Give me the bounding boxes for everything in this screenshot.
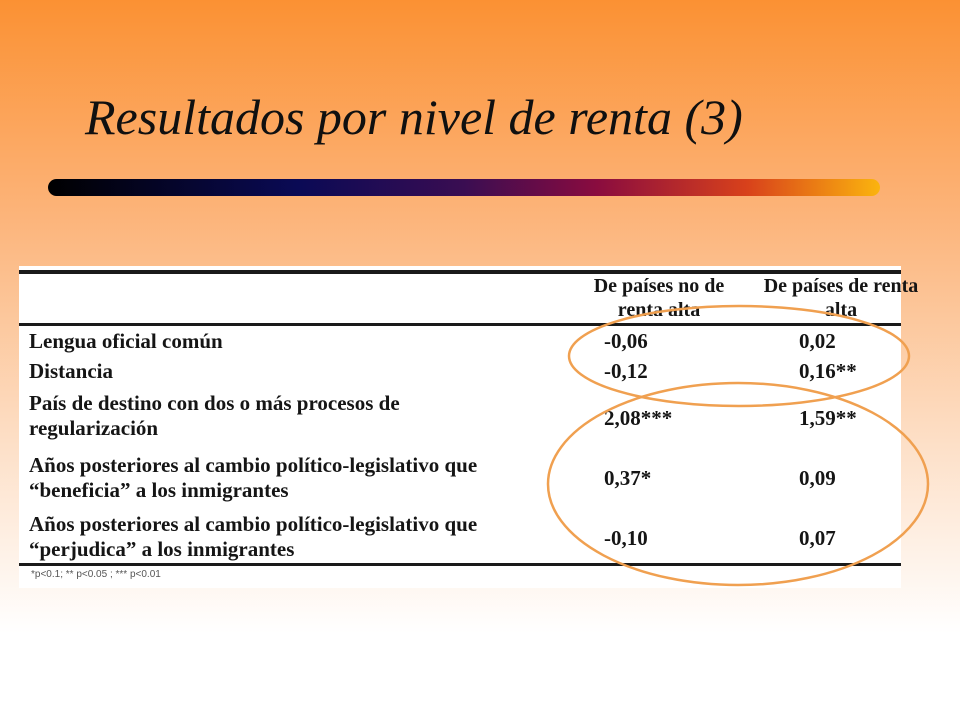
row-label: Años posteriores al cambio político-legislativo que “perjudica” a los inmigrantes — [29, 512, 478, 561]
row-value-col2: 0,16** — [799, 359, 857, 383]
highlight-ellipse-top — [569, 306, 909, 406]
header-col-non-high-income: De países no de renta alta — [593, 275, 725, 321]
header-col-high-income: De países de renta alta — [763, 275, 919, 321]
slide-title: Resultados por nivel de renta (3) — [85, 89, 743, 145]
highlight-ellipse-bottom — [548, 383, 928, 585]
row-value-col1: -0,06 — [604, 329, 648, 353]
row-value-col1: 0,37* — [604, 466, 652, 490]
row-label: País de destino con dos o más procesos de regularización — [29, 391, 400, 440]
row-value-col1: 2,08*** — [604, 406, 673, 430]
row-value-col1: -0,12 — [604, 359, 648, 383]
row-value-col2: 1,59** — [799, 406, 857, 430]
row-value-col2: 0,09 — [799, 466, 836, 490]
row-label: Lengua oficial común — [29, 329, 223, 353]
row-label: Años posteriores al cambio político-legislativo que “beneficia” a los inmigrantes — [29, 453, 478, 502]
row-value-col2: 0,07 — [799, 526, 836, 550]
significance-footnote: *p<0.1; ** p<0.05 ; *** p<0.01 — [31, 569, 161, 580]
row-value-col1: -0,10 — [604, 526, 648, 550]
row-label: Distancia — [29, 359, 113, 383]
row-value-col2: 0,02 — [799, 329, 836, 353]
